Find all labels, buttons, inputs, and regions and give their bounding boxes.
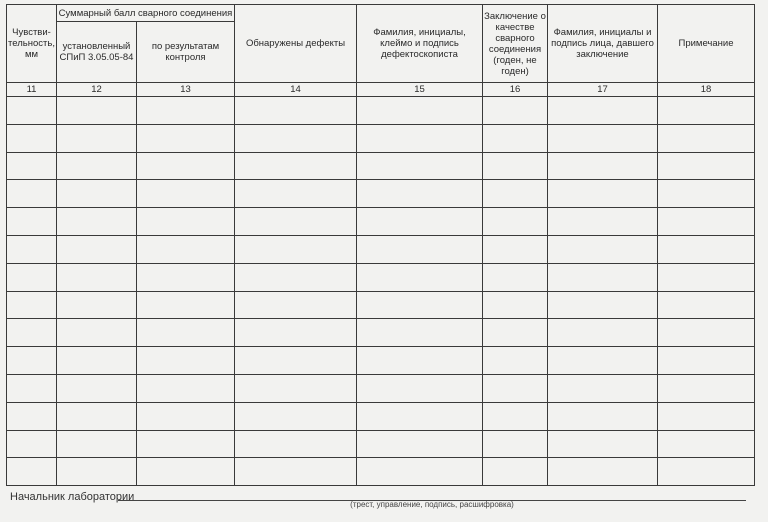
table-cell[interactable]: [235, 402, 357, 430]
header-weld-score-group: Суммарный балл сварного соединения: [57, 5, 235, 22]
table-row: [7, 152, 755, 180]
table-cell[interactable]: [235, 152, 357, 180]
table-cell[interactable]: [235, 180, 357, 208]
table-cell[interactable]: [548, 319, 658, 347]
table-cell[interactable]: [483, 180, 548, 208]
table-cell[interactable]: [658, 180, 755, 208]
table-cell[interactable]: [235, 347, 357, 375]
table-row: [7, 347, 755, 375]
table-cell[interactable]: [137, 97, 235, 125]
table-cell[interactable]: [357, 235, 483, 263]
table-cell[interactable]: [357, 124, 483, 152]
table-cell[interactable]: [357, 180, 483, 208]
table-cell[interactable]: [57, 291, 137, 319]
table-cell[interactable]: [57, 347, 137, 375]
table-cell[interactable]: [483, 319, 548, 347]
table-row: [7, 97, 755, 125]
header-defects: Обнаружены дефекты: [235, 5, 357, 83]
table-cell[interactable]: [235, 430, 357, 458]
table-row: [7, 458, 755, 486]
table-cell[interactable]: [658, 208, 755, 236]
table-cell[interactable]: [137, 263, 235, 291]
table-cell[interactable]: [57, 208, 137, 236]
table-cell[interactable]: [137, 208, 235, 236]
table-cell[interactable]: [658, 124, 755, 152]
table-cell[interactable]: [235, 208, 357, 236]
table-cell[interactable]: [7, 263, 57, 291]
table-cell[interactable]: [235, 263, 357, 291]
table-row: [7, 263, 755, 291]
table-row: [7, 291, 755, 319]
table-cell[interactable]: [7, 180, 57, 208]
table-cell[interactable]: [483, 430, 548, 458]
table-cell[interactable]: [7, 430, 57, 458]
header-sensitivity: Чувстви-тельность, мм: [7, 5, 57, 83]
table-cell[interactable]: [658, 291, 755, 319]
table-cell[interactable]: [548, 347, 658, 375]
table-cell[interactable]: [235, 319, 357, 347]
table-cell[interactable]: [658, 263, 755, 291]
table-cell[interactable]: [57, 319, 137, 347]
table-cell[interactable]: [137, 402, 235, 430]
table-cell[interactable]: [357, 458, 483, 486]
table-cell[interactable]: [357, 152, 483, 180]
table-cell[interactable]: [658, 458, 755, 486]
table-cell[interactable]: [483, 208, 548, 236]
table-cell[interactable]: [357, 263, 483, 291]
table-cell[interactable]: [483, 458, 548, 486]
table-cell[interactable]: [57, 124, 137, 152]
table-cell[interactable]: [57, 97, 137, 125]
table-cell[interactable]: [548, 263, 658, 291]
table-cell[interactable]: [137, 319, 235, 347]
table-cell[interactable]: [483, 124, 548, 152]
table-row: [7, 208, 755, 236]
table-cell[interactable]: [7, 402, 57, 430]
table-cell[interactable]: [57, 263, 137, 291]
table-cell[interactable]: [137, 458, 235, 486]
table-cell[interactable]: [548, 97, 658, 125]
table-cell[interactable]: [137, 374, 235, 402]
table-cell[interactable]: [137, 430, 235, 458]
table-cell[interactable]: [57, 235, 137, 263]
table-cell[interactable]: [357, 374, 483, 402]
table-cell[interactable]: [57, 402, 137, 430]
table-cell[interactable]: [483, 291, 548, 319]
table-cell[interactable]: [57, 152, 137, 180]
table-cell[interactable]: [548, 458, 658, 486]
table-cell[interactable]: [658, 319, 755, 347]
table-cell[interactable]: [235, 235, 357, 263]
table-cell[interactable]: [483, 347, 548, 375]
column-number-row: [7, 83, 755, 97]
table-cell[interactable]: [483, 402, 548, 430]
table-cell[interactable]: [57, 458, 137, 486]
table-cell[interactable]: [357, 319, 483, 347]
table-cell[interactable]: [357, 402, 483, 430]
header-note: Примечание: [658, 5, 755, 83]
table-cell[interactable]: [137, 124, 235, 152]
table-cell[interactable]: [658, 152, 755, 180]
table-row: [7, 430, 755, 458]
table-cell[interactable]: [235, 458, 357, 486]
column-number: 18: [658, 83, 755, 97]
table-cell[interactable]: [7, 124, 57, 152]
table-cell[interactable]: [658, 374, 755, 402]
table-cell[interactable]: [7, 97, 57, 125]
column-number: 13: [137, 83, 235, 97]
table-cell[interactable]: [658, 97, 755, 125]
journal-table: [6, 4, 755, 486]
table-cell[interactable]: [137, 291, 235, 319]
table-cell[interactable]: [548, 152, 658, 180]
table-cell[interactable]: [548, 291, 658, 319]
table-cell[interactable]: [7, 235, 57, 263]
table-cell[interactable]: [235, 97, 357, 125]
table-cell[interactable]: [483, 97, 548, 125]
table-row: [7, 180, 755, 208]
header-inspector: Фамилия, инициалы, клеймо и подпись дефектоскописта: [357, 5, 483, 83]
table-cell[interactable]: [235, 124, 357, 152]
column-number: 14: [235, 83, 357, 97]
table-cell[interactable]: [7, 152, 57, 180]
table-cell[interactable]: [658, 347, 755, 375]
table-cell[interactable]: [548, 430, 658, 458]
table-cell[interactable]: [57, 430, 137, 458]
table-row: [7, 319, 755, 347]
table-row: [7, 402, 755, 430]
column-number: 16: [483, 83, 548, 97]
table-cell[interactable]: [7, 374, 57, 402]
table-cell[interactable]: [7, 319, 57, 347]
table-cell[interactable]: [357, 208, 483, 236]
table-cell[interactable]: [658, 235, 755, 263]
table-cell[interactable]: [137, 180, 235, 208]
table-cell[interactable]: [483, 235, 548, 263]
table-cell[interactable]: [483, 152, 548, 180]
table-cell[interactable]: [7, 458, 57, 486]
table-cell[interactable]: [7, 291, 57, 319]
table-cell[interactable]: [658, 402, 755, 430]
header-score-result: по результатам контроля: [137, 22, 235, 83]
table-cell[interactable]: [548, 124, 658, 152]
table-cell[interactable]: [235, 374, 357, 402]
journal-sheet: [6, 4, 754, 486]
table-cell[interactable]: [137, 152, 235, 180]
table-cell[interactable]: [483, 374, 548, 402]
table-cell[interactable]: [548, 374, 658, 402]
table-cell[interactable]: [57, 180, 137, 208]
table-row: [7, 235, 755, 263]
table-cell[interactable]: [7, 347, 57, 375]
table-cell[interactable]: [235, 291, 357, 319]
table-cell[interactable]: [548, 208, 658, 236]
table-cell[interactable]: [357, 97, 483, 125]
table-cell[interactable]: [357, 347, 483, 375]
table-cell[interactable]: [7, 208, 57, 236]
column-number: 11: [7, 83, 57, 97]
table-cell[interactable]: [548, 180, 658, 208]
table-cell[interactable]: [137, 347, 235, 375]
table-cell[interactable]: [548, 235, 658, 263]
table-row: [7, 124, 755, 152]
column-number: 15: [357, 83, 483, 97]
table-cell[interactable]: [137, 235, 235, 263]
table-cell[interactable]: [483, 263, 548, 291]
header-approver: Фамилия, инициалы и подпись лица, давшего заключение: [548, 5, 658, 83]
column-number: 17: [548, 83, 658, 97]
table-cell[interactable]: [357, 430, 483, 458]
lab-head-label: Начальник лаборатории: [10, 491, 135, 503]
table-cell[interactable]: [658, 430, 755, 458]
table-cell[interactable]: [357, 291, 483, 319]
table-cell[interactable]: [548, 402, 658, 430]
header-conclusion: Заключение о качестве сварного соединения (годен, не годен): [483, 5, 548, 83]
column-number: 12: [57, 83, 137, 97]
signature-caption: (трест, управление, подпись, расшифровка): [350, 500, 514, 509]
header-score-established: установленный СПиП 3.05.05-84: [57, 22, 137, 83]
table-cell[interactable]: [57, 374, 137, 402]
table-row: [7, 374, 755, 402]
